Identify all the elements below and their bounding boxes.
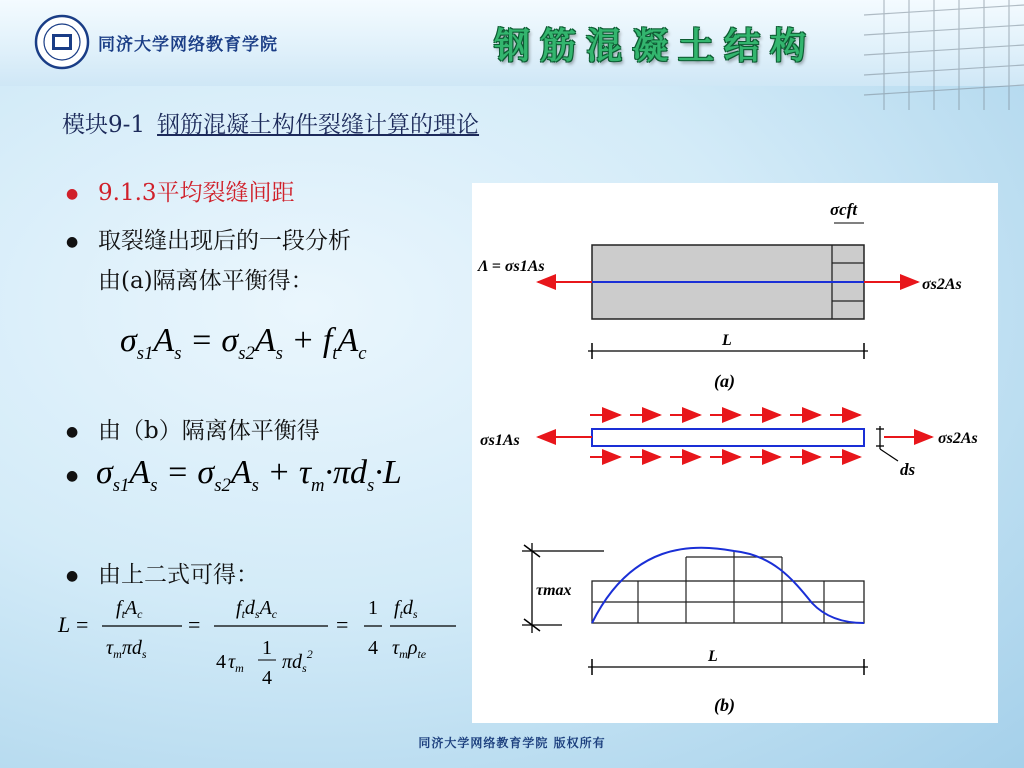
tau-max-label: τmax [536, 582, 572, 599]
svg-text:τm: $\tau_m$ [228, 651, 244, 675]
bullet-item: ● 由上二式可得： [66, 562, 259, 588]
bullet-item: ● 9.1.3平均裂缝间距 [66, 180, 295, 206]
bullet-item: ● [66, 468, 79, 484]
svg-text:=: = [336, 612, 349, 637]
svg-text:=: = [76, 612, 89, 637]
footer-copyright: 同济大学网络教育学院 版权所有 [418, 736, 606, 750]
ds-label: ds [900, 460, 916, 479]
equation-2: $\sigma_{s1}A_s = \sigma_{s2}A_s + \tau_m\cdot\pi d_s\cdot L$ [96, 454, 402, 496]
rebar-cage-decoration [824, 0, 1024, 110]
span-label-b: L [708, 648, 718, 665]
equation-3 [56, 590, 466, 700]
svg-text:1: 1 [368, 597, 378, 619]
module-name: 钢筋混凝土构件裂缝计算的理论 [157, 112, 480, 138]
svg-text:πds2: $\pi d_s^2$ [282, 647, 313, 675]
rebar-segment-b [592, 429, 864, 446]
top-force-label: σcft [830, 200, 858, 219]
school-name: 同济大学网络教育学院 [98, 35, 278, 55]
bullet-text-cont: 由(a)隔离体平衡得： [98, 268, 314, 294]
module-code: 模块9-1 [62, 112, 146, 138]
svg-text:1: 1 [262, 637, 272, 659]
figure-label-a: (a) [714, 371, 735, 391]
right-force-label-b: σs2As [938, 430, 978, 447]
equation-1: $\sigma_{s1}A_s = \sigma_{s2}A_s + f_tA_c$ [120, 322, 367, 364]
figure-label-b: (b) [714, 695, 735, 715]
svg-text:τmρte: $\tau_m\rho_{te}$ [392, 637, 427, 661]
span-label-a: L [722, 332, 732, 349]
bond-stress-curve [592, 548, 864, 623]
svg-text:ftds: $f_td_s$ [394, 597, 418, 621]
svg-text:τmπds: $\tau_m\pi d_s$ [106, 637, 147, 661]
svg-text:ftAc: $f_tA_c$ [116, 597, 143, 621]
svg-text:4: 4 [216, 651, 226, 673]
figure-svg [472, 183, 998, 723]
left-force-label-b: σs1As [480, 432, 520, 449]
bullet-text: 由（b）隔离体平衡得 [98, 418, 320, 444]
crack-spacing-figure [472, 183, 998, 723]
svg-text:L: L [58, 612, 71, 637]
svg-text:=: = [188, 612, 201, 637]
university-logo [34, 14, 90, 70]
bullet-item: ● 取裂缝出现后的一段分析 [66, 228, 351, 254]
course-title: 钢筋混凝土结构 [494, 26, 817, 67]
bullet-text: 由上二式可得： [98, 562, 259, 588]
svg-text:ftdsAc: $f_td_sA_c$ [236, 597, 278, 621]
module-title [62, 106, 479, 139]
right-force-label-a: σs2As [922, 276, 962, 293]
bullet-item: ● 由（b）隔离体平衡得 [66, 418, 320, 444]
bullet-text: 取裂缝出现后的一段分析 [98, 228, 351, 254]
left-force-label-a: Λ = σs1As [478, 258, 545, 275]
svg-text:4: 4 [368, 637, 378, 659]
section-heading: 9.1.3平均裂缝间距 [98, 180, 295, 206]
svg-text:4: 4 [262, 667, 272, 689]
